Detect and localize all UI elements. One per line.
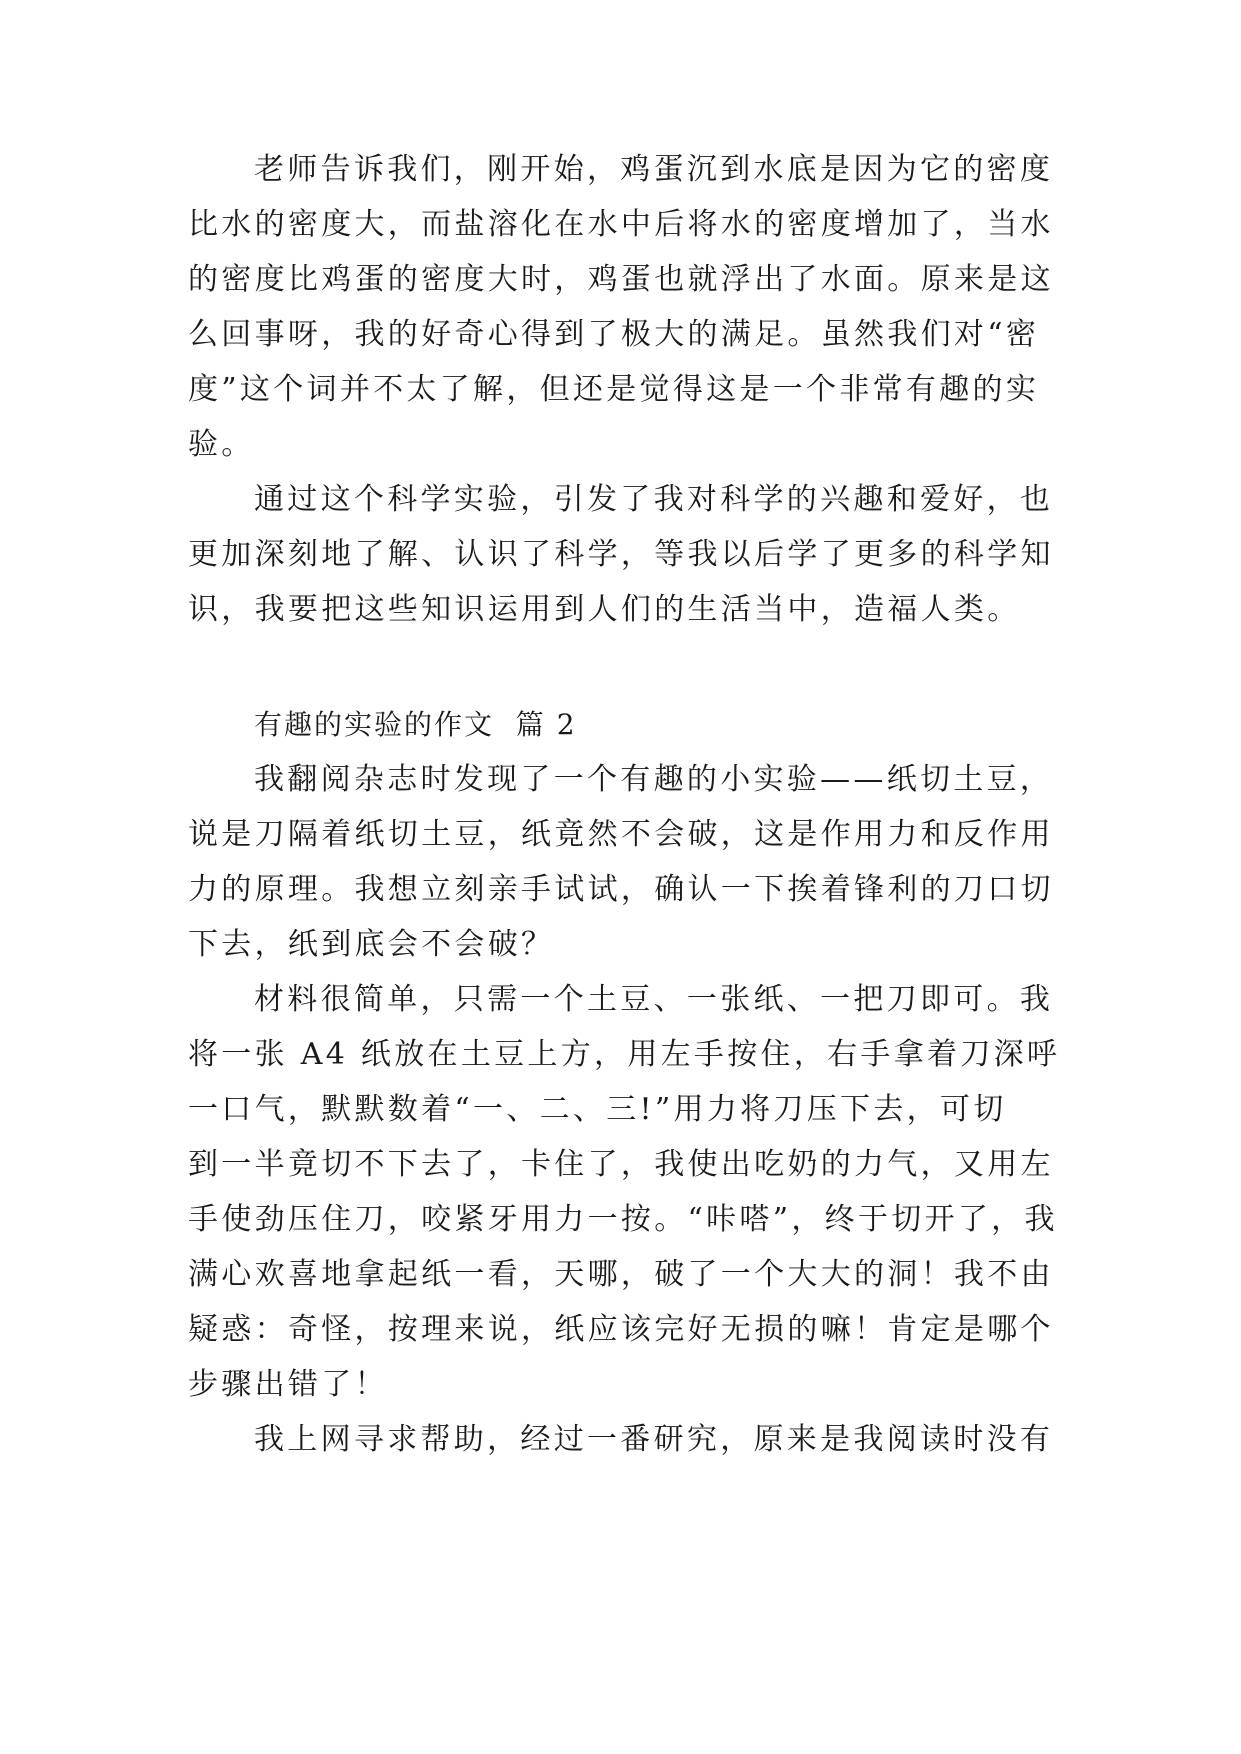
paragraph-line: 比水的密度大，而盐溶化在水中后将水的密度增加了，当水 bbox=[188, 207, 1054, 242]
paragraph-line: 步骤出错了！ bbox=[188, 1367, 388, 1402]
paragraph-line: 力的原理。我想立刻亲手试试，确认一下挨着锋利的刀口切 bbox=[188, 872, 1054, 907]
paragraph-line: 我上网寻求帮助，经过一番研究，原来是我阅读时没有 bbox=[254, 1422, 1054, 1457]
paragraph-line: 度”这个词并不太了解，但还是觉得这是一个非常有趣的实 bbox=[188, 372, 1040, 407]
paragraph-line: 老师告诉我们，刚开始，鸡蛋沉到水底是因为它的密度 bbox=[254, 152, 1054, 187]
paragraph-line: 材料很简单，只需一个土豆、一张纸、一把刀即可。我 bbox=[254, 982, 1054, 1017]
paragraph-line: 下去，纸到底会不会破？ bbox=[188, 927, 555, 962]
paragraph-line: 说是刀隔着纸切土豆，纸竟然不会破，这是作用力和反作用 bbox=[188, 817, 1054, 852]
paragraph-line: 疑惑：奇怪，按理来说，纸应该完好无损的嘛！肯定是哪个 bbox=[188, 1312, 1054, 1347]
paragraph-line: 验。 bbox=[188, 427, 255, 462]
paragraph-line: 满心欢喜地拿起纸一看，天哪，破了一个大大的洞！我不由 bbox=[188, 1257, 1054, 1292]
paragraph-line: 么回事呀，我的好奇心得到了极大的满足。虽然我们对“密 bbox=[188, 317, 1040, 352]
paragraph-line: 更加深刻地了解、认识了科学，等我以后学了更多的科学知 bbox=[188, 537, 1054, 572]
paragraph-line: 到一半竟切不下去了，卡住了，我使出吃奶的力气，又用左 bbox=[188, 1147, 1054, 1182]
section-heading: 有趣的实验的作文 篇 2 bbox=[254, 708, 577, 741]
paragraph-line: 一口气，默默数着“一、二、三!”用力将刀压下去，可切 bbox=[188, 1092, 1007, 1127]
paragraph-line: 将一张 A4 纸放在土豆上方，用左手按住，右手拿着刀深呼 bbox=[188, 1037, 1061, 1072]
paragraph-line: 手使劲压住刀，咬紧牙用力一按。“咔嗒”，终于切开了，我 bbox=[188, 1202, 1058, 1237]
paragraph-line: 通过这个科学实验，引发了我对科学的兴趣和爱好，也 bbox=[254, 482, 1054, 517]
paragraph-line: 识，我要把这些知识运用到人们的生活当中，造福人类。 bbox=[188, 592, 1021, 627]
paragraph-line: 的密度比鸡蛋的密度大时，鸡蛋也就浮出了水面。原来是这 bbox=[188, 262, 1054, 297]
paragraph-line: 我翻阅杂志时发现了一个有趣的小实验——纸切土豆， bbox=[254, 762, 1054, 797]
